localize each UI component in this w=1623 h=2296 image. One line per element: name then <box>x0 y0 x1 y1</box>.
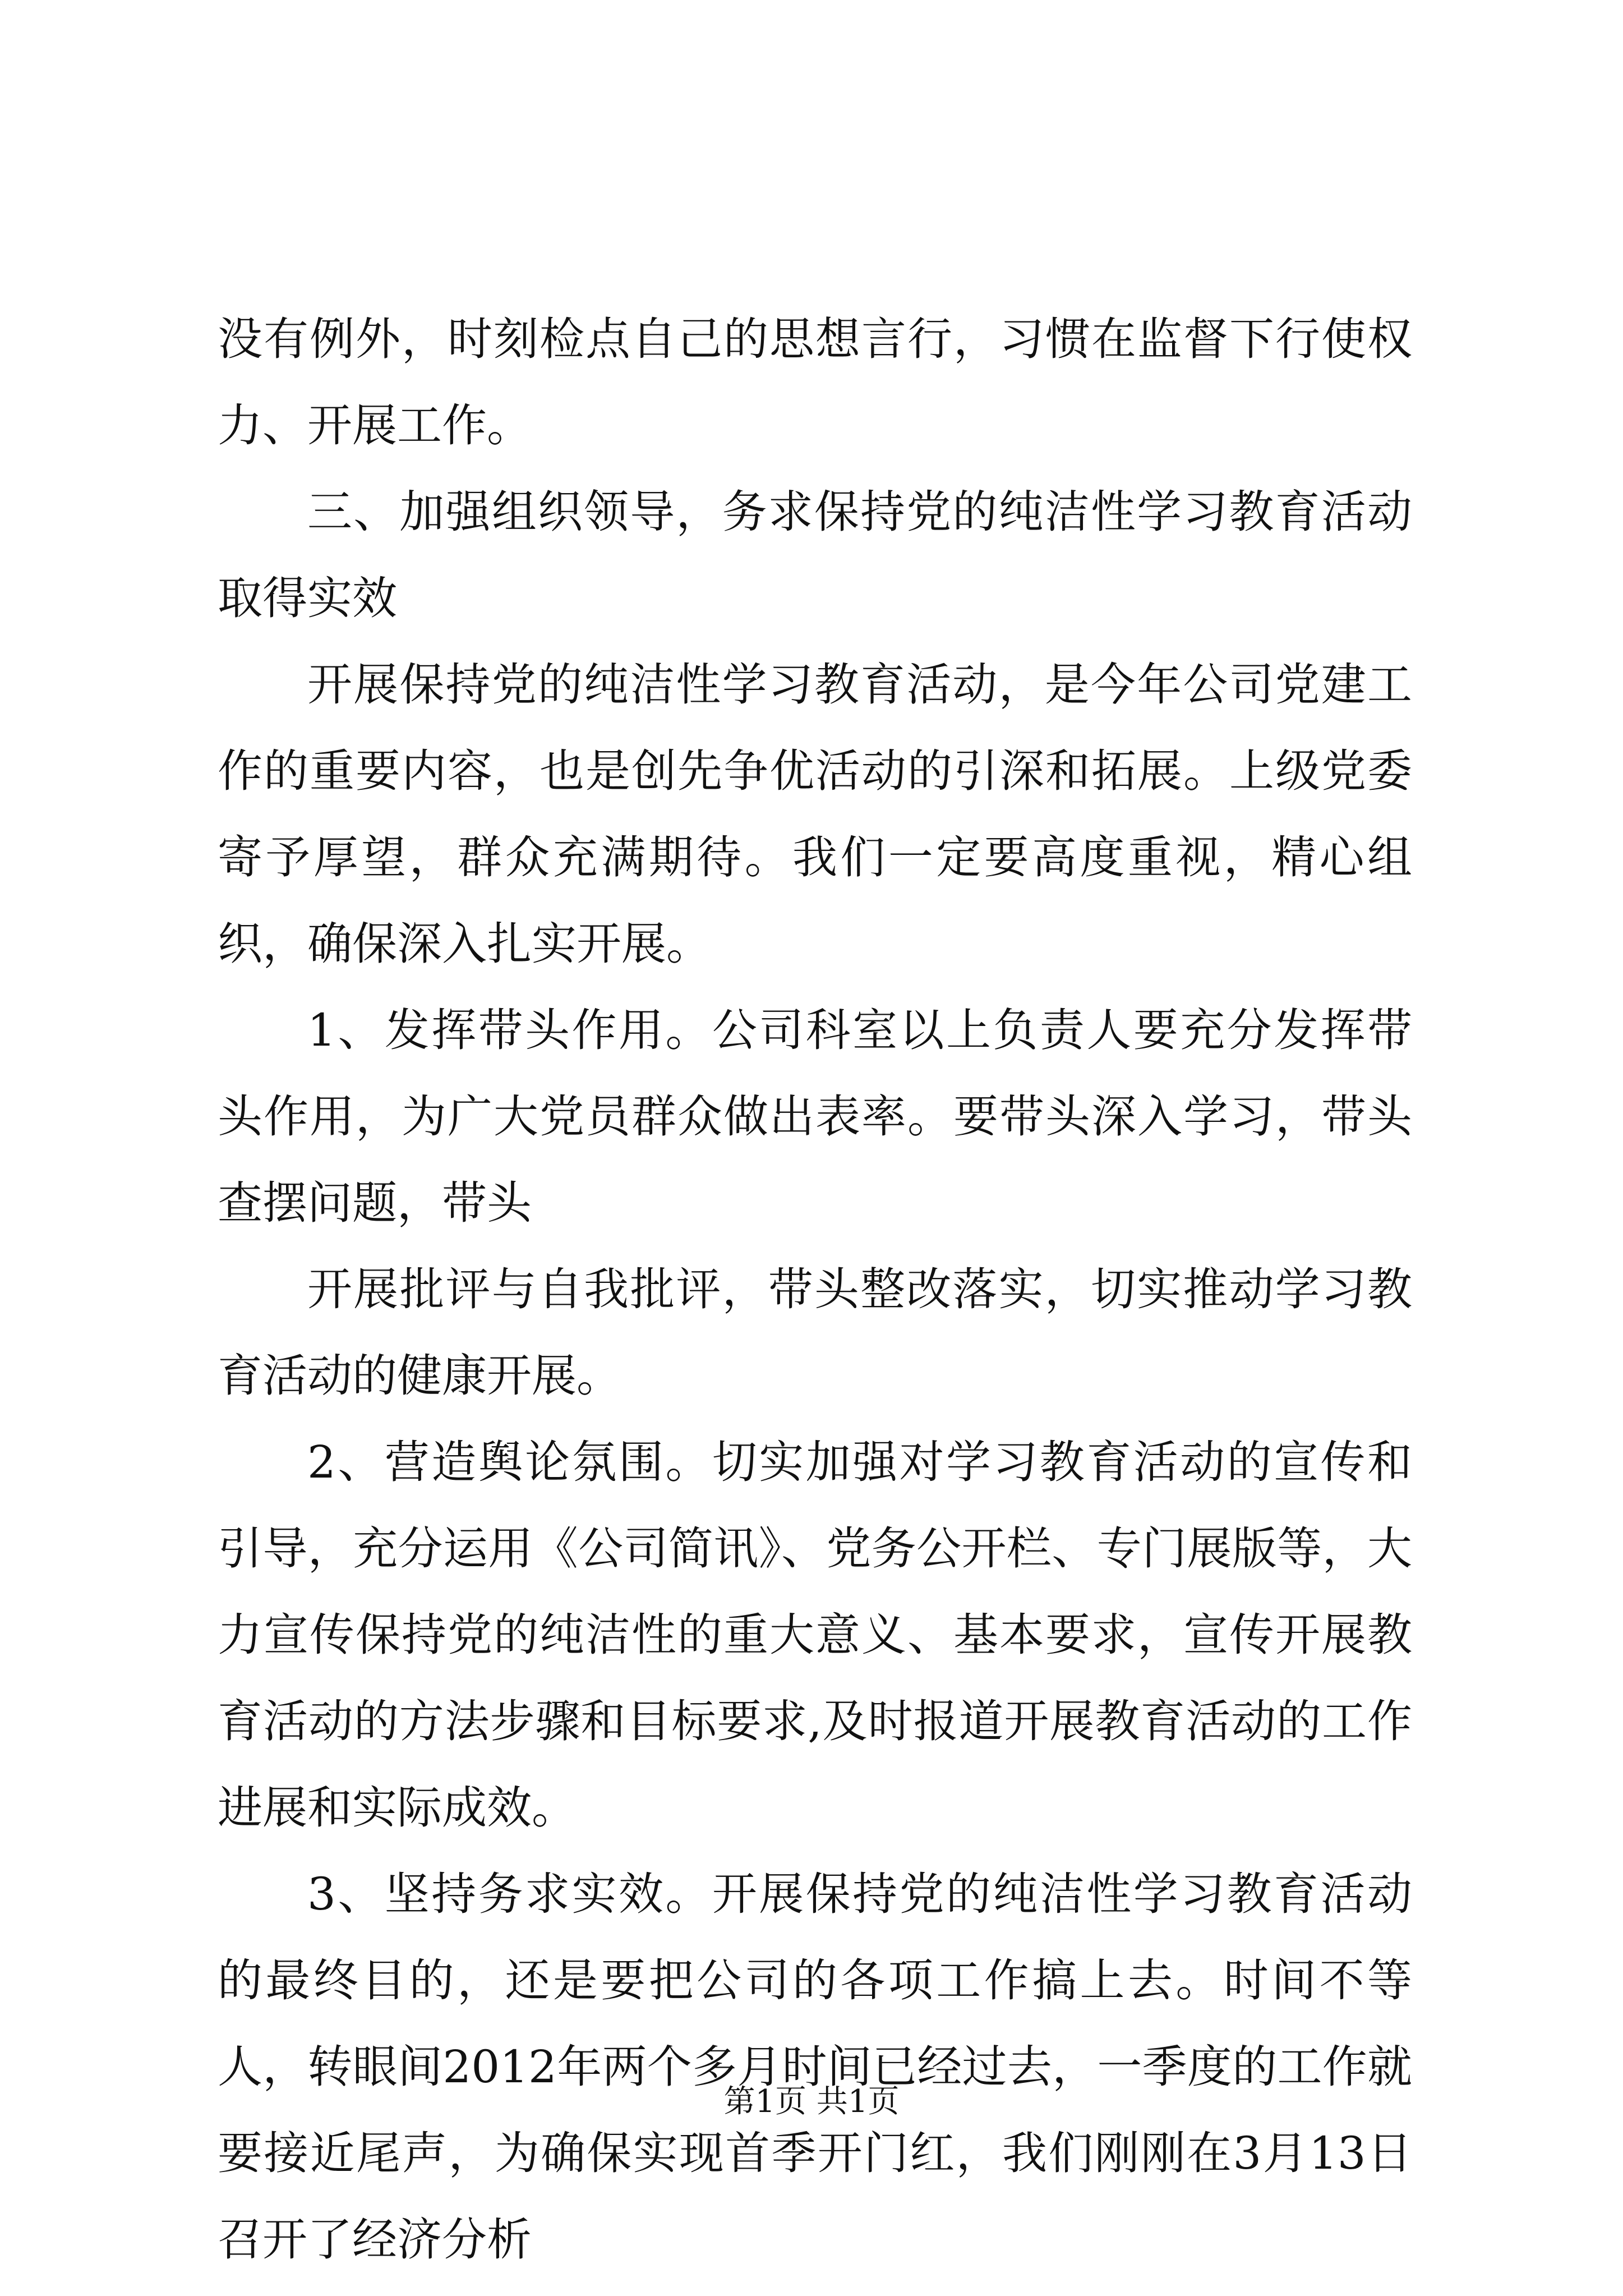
paragraph-item-1-cont: 开展批评与自我批评，带头整改落实，切实推动学习教育活动的健康开展。 <box>218 1263 1412 1402</box>
paragraph-item-3: 3、坚持务求实效。开展保持党的纯洁性学习教育活动的最终目的，还是要把公司的各项工作搞上去。时间不等人，转眼间2012年两个多月时间已经过去，一季度的工作就要接近尾声，为确保实现首季开门红，我们刚刚在3月13日召开了经济分析 <box>218 1868 1412 2266</box>
section-heading-three: 三、加强组织领导，务求保持党的纯洁性学习教育活动取得实效 <box>218 486 1412 624</box>
paragraph-item-1: 1、发挥带头作用。公司科室以上负责人要充分发挥带头作用，为广大党员群众做出表率。要带头深入学习，带头查摆问题，带头 <box>218 1004 1412 1229</box>
paragraph-intro: 开展保持党的纯洁性学习教育活动，是今年公司党建工作的重要内容，也是创先争优活动的引深和拓展。上级党委寄予厚望，群众充满期待。我们一定要高度重视，精心组织，确保深入扎实开展。 <box>218 659 1412 970</box>
document-body <box>218 296 1412 2283</box>
paragraph-item-2: 2、营造舆论氛围。切实加强对学习教育活动的宣传和引导，充分运用《公司简讯》、党务公开栏、专门展版等，大力宣传保持党的纯洁性的重大意义、基本要求，宣传开展教育活动的方法步骤和目标要求,及时报道开展教育活动的工作进展和实际成效。 <box>218 1436 1412 1834</box>
paragraph-continuation: 没有例外，时刻检点自己的思想言行，习惯在监督下行使权力、开展工作。 <box>218 313 1412 452</box>
page-footer: 第1页 共1页 <box>723 2083 900 2120</box>
